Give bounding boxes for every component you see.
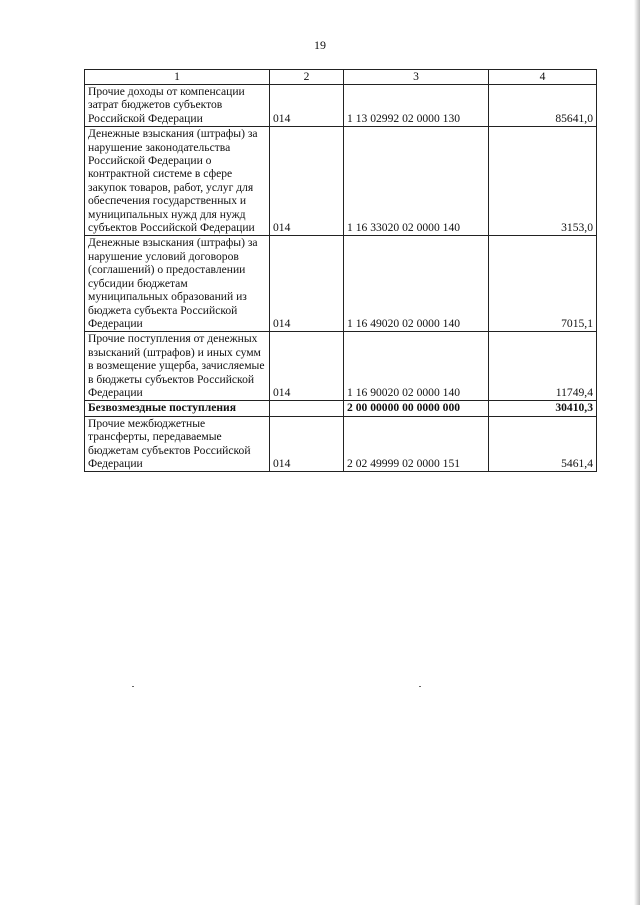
admin-code-cell — [270, 401, 344, 416]
revenue-name-cell: Прочие поступления от денежных взысканий (штрафов) и иных сумм в возмещение ущерба, зачисляемые в бюджеты субъектов Российской Федерации — [85, 332, 270, 401]
table-row — [85, 332, 597, 401]
column-header: 2 — [270, 70, 344, 85]
amount-cell: 30410,3 — [489, 401, 597, 416]
column-header: 1 — [85, 70, 270, 85]
page-number: 19 — [314, 38, 326, 52]
table-row — [85, 85, 597, 127]
amount-cell: 5461,4 — [489, 416, 597, 472]
amount-cell: 3153,0 — [489, 127, 597, 236]
revenue-name-cell: Прочие межбюджетные трансферты, передаваемые бюджетам субъектов Российской Федерации — [85, 416, 270, 472]
admin-code-cell: 014 — [270, 85, 344, 127]
revenue-name-cell: Денежные взыскания (штрафы) за нарушение условий договоров (соглашений) о предоставлении субсидии бюджетам муниципальных образований из бюджета субъекта Российской Федерации — [85, 236, 270, 332]
budget-code-cell: 1 16 49020 02 0000 140 — [344, 236, 489, 332]
revenue-name-cell: Безвозмездные поступления — [85, 401, 270, 416]
scan-speck — [419, 686, 421, 687]
table-row — [85, 127, 597, 236]
table-row-subtotal — [85, 401, 597, 416]
amount-cell: 11749,4 — [489, 332, 597, 401]
budget-code-cell: 1 16 33020 02 0000 140 — [344, 127, 489, 236]
table-header-row — [85, 70, 597, 85]
table-row — [85, 416, 597, 472]
budget-code-cell: 1 13 02992 02 0000 130 — [344, 85, 489, 127]
admin-code-cell: 014 — [270, 332, 344, 401]
revenue-name-cell: Прочие доходы от компенсации затрат бюджетов субъектов Российской Федерации — [85, 85, 270, 127]
scan-edge-shadow — [634, 0, 640, 905]
admin-code-cell: 014 — [270, 416, 344, 472]
scan-speck — [132, 686, 134, 687]
budget-code-cell: 1 16 90020 02 0000 140 — [344, 332, 489, 401]
table-row — [85, 236, 597, 332]
admin-code-cell: 014 — [270, 127, 344, 236]
budget-code-cell: 2 00 00000 00 0000 000 — [344, 401, 489, 416]
budget-revenue-table — [84, 69, 597, 472]
revenue-name-cell: Денежные взыскания (штрафы) за нарушение законодательства Российской Федерации о контрактной системе в сфере закупок товаров, работ, услуг для обеспечения государственных и муниципальных нужд для нужд субъектов Российской Федерации — [85, 127, 270, 236]
amount-cell: 85641,0 — [489, 85, 597, 127]
amount-cell: 7015,1 — [489, 236, 597, 332]
admin-code-cell: 014 — [270, 236, 344, 332]
budget-code-cell: 2 02 49999 02 0000 151 — [344, 416, 489, 472]
column-header: 4 — [489, 70, 597, 85]
column-header: 3 — [344, 70, 489, 85]
